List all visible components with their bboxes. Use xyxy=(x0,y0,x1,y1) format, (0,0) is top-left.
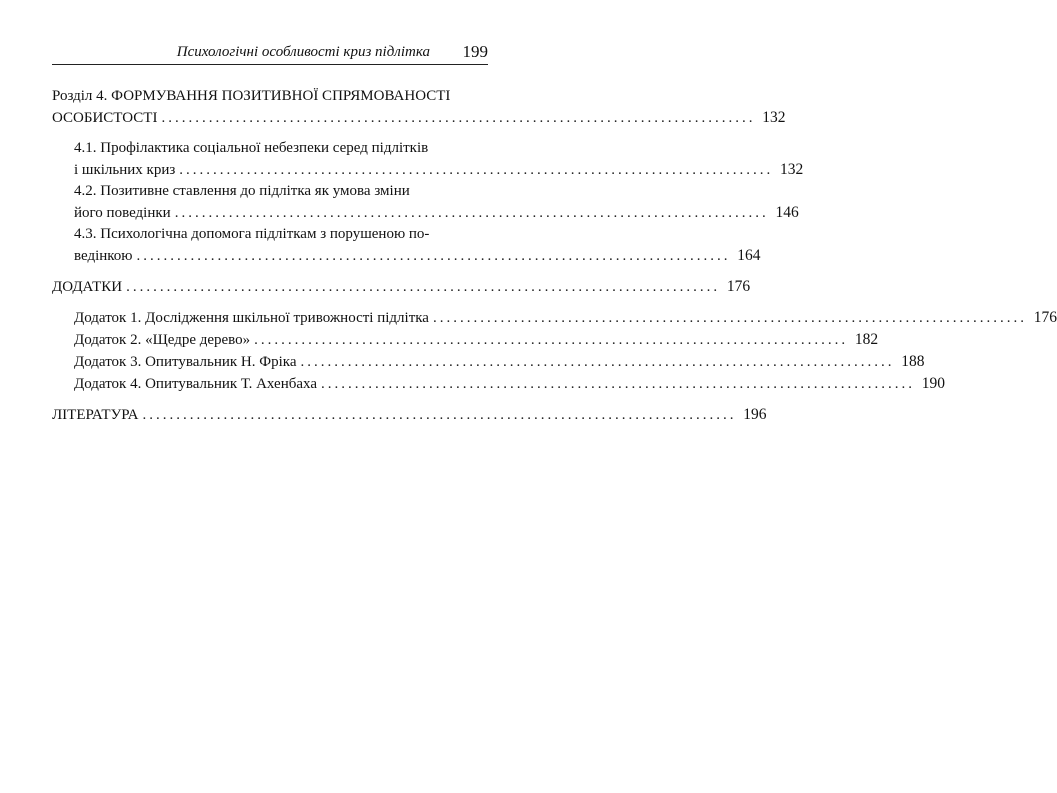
toc-entry-title-line: Розділ 4. ФОРМУВАННЯ ПОЗИТИВНОЇ СПРЯМОВАНОСТІ xyxy=(52,88,451,104)
dot-leader: ........................................................................................ xyxy=(174,205,769,221)
page-number: 199 xyxy=(462,42,488,61)
toc-page-number: 146 xyxy=(775,204,799,221)
toc-entry-title: Додаток 3. Опитувальник Н. Фріка xyxy=(74,354,297,370)
toc-entry-title-line: 4.1. Профілактика соціальної небезпеки серед підлітків xyxy=(74,140,429,156)
toc-entry-literature[interactable] xyxy=(52,404,767,426)
toc-entry-title-continuation: ведінкою xyxy=(74,248,133,264)
toc-entry-title-continuation: і шкільних криз xyxy=(74,162,176,178)
toc-page-number: 164 xyxy=(737,247,761,264)
toc-page-number: 132 xyxy=(762,109,786,126)
toc-entry-title-continuation: його поведінки xyxy=(74,205,171,221)
toc-page-number: 196 xyxy=(743,406,767,423)
toc-entry-title: ЛІТЕРАТУРА xyxy=(52,407,139,423)
toc-page-number: 132 xyxy=(780,161,804,178)
running-title: Психологічні особливості криз підлітка xyxy=(176,44,430,60)
toc-page-number: 176 xyxy=(1033,309,1057,326)
toc-entry-4-3[interactable] xyxy=(52,224,761,267)
toc-entry-appendix-4[interactable] xyxy=(52,373,945,395)
toc-page-number: 188 xyxy=(901,353,925,370)
dot-leader: ........................................................................................ xyxy=(142,407,737,423)
dot-leader: ........................................................................................ xyxy=(161,110,756,126)
toc-entry-4-2[interactable] xyxy=(52,181,799,224)
table-of-contents xyxy=(52,86,1057,426)
toc-entry-appendix-3[interactable] xyxy=(52,351,925,373)
toc-entry-title-line: 4.2. Позитивне ставлення до підлітка як умова зміни xyxy=(74,183,410,199)
toc-page-number: 182 xyxy=(854,331,879,348)
dot-leader: ........................................................................................ xyxy=(136,248,731,264)
toc-entry-4-1[interactable] xyxy=(52,138,804,181)
toc-entry-appendix-2[interactable] xyxy=(52,329,879,351)
dot-leader: ........................................................................................ xyxy=(321,376,915,392)
dot-leader: ........................................................................................ xyxy=(432,310,1027,326)
running-header xyxy=(52,42,488,65)
toc-entry-appendices[interactable] xyxy=(52,276,751,298)
toc-entry-title: Додаток 2. «Щедре дерево» xyxy=(74,332,251,348)
toc-entry-title: Додаток 4. Опитувальник Т. Ахенбаха xyxy=(74,376,317,392)
toc-entry-title: Додаток 1. Дослідження шкільної тривожності підлітка xyxy=(74,310,429,326)
dot-leader: ........................................................................................ xyxy=(126,279,721,295)
toc-entry-appendix-1[interactable] xyxy=(52,307,1057,329)
toc-page-number: 176 xyxy=(726,278,751,295)
toc-entry-section-4[interactable] xyxy=(52,86,786,129)
dot-leader: ........................................................................................ xyxy=(254,332,849,348)
toc-entry-title-line: 4.3. Психологічна допомога підліткам з порушеною по- xyxy=(74,226,430,242)
toc-entry-title-continuation: ОСОБИСТОСТІ xyxy=(52,110,158,126)
toc-entry-title: ДОДАТКИ xyxy=(52,279,123,295)
dot-leader: ........................................................................................ xyxy=(300,354,895,370)
toc-page-number: 190 xyxy=(921,375,945,392)
dot-leader: ........................................................................................ xyxy=(179,162,774,178)
